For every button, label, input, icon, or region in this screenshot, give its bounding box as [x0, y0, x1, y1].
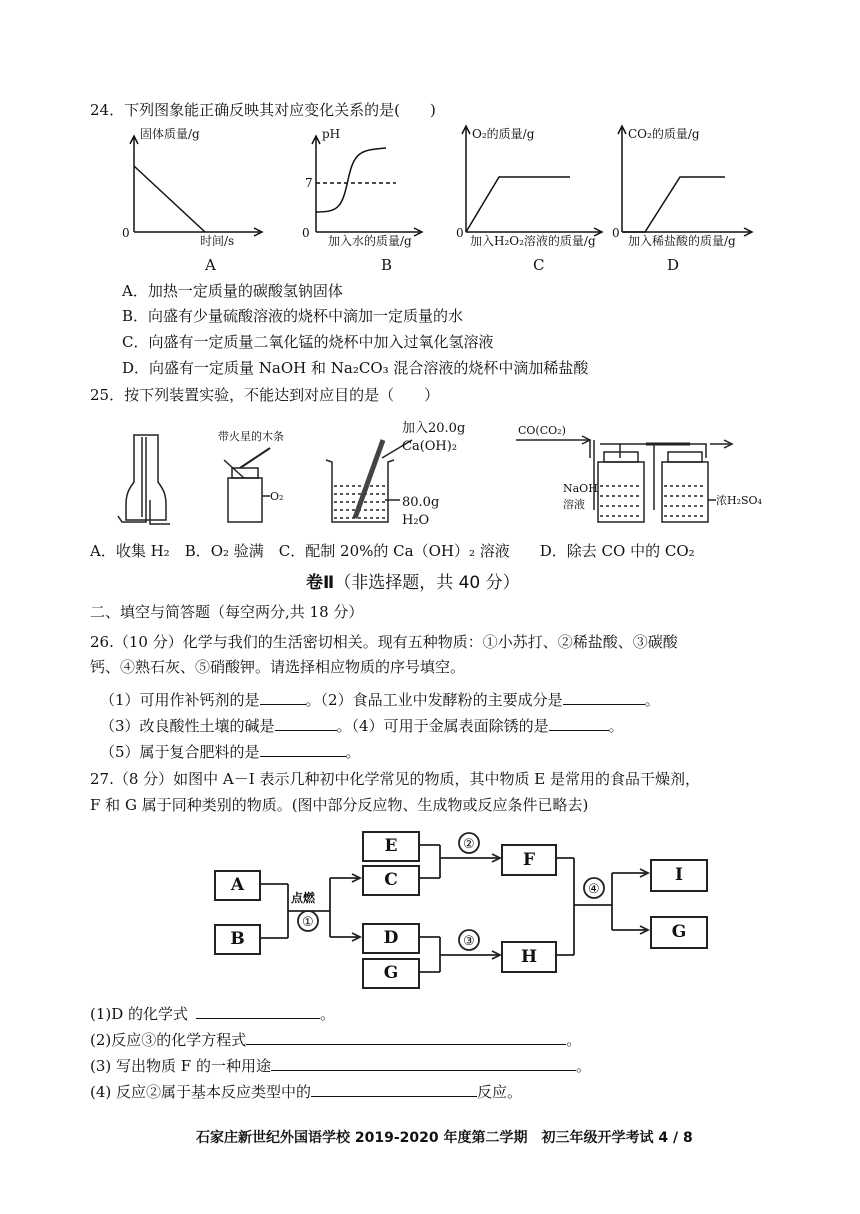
graph-a-xlabel: 时间/s	[200, 234, 235, 248]
graph-c-letter: C	[533, 256, 545, 274]
graph-b-ylabel: pH	[322, 127, 341, 141]
step-3-label: ③	[463, 934, 475, 949]
answer-blank-8[interactable]	[271, 1056, 576, 1071]
q27-part3-a: (3) 写出物质 F 的一种用途	[90, 1057, 271, 1075]
graph-b-mark: 7	[305, 176, 313, 190]
node-g-left: G	[362, 958, 420, 989]
node-h: H	[501, 941, 557, 973]
q27-part3-b: 。	[575, 1057, 591, 1075]
graph-d-ylabel: CO₂的质量/g	[628, 127, 700, 141]
q26-line2: 钙、④熟石灰、⑤硝酸钾。请选择相应物质的序号填空。	[90, 658, 466, 676]
step-4-label: ④	[588, 882, 600, 897]
node-d: D	[362, 923, 420, 954]
node-a: A	[214, 870, 261, 901]
q26-sub3-b: 。	[345, 743, 361, 761]
node-b: B	[214, 924, 261, 955]
q26-sub1-a: （1）可用作补钙剂的是	[100, 691, 260, 709]
q27-part4	[90, 1081, 522, 1102]
node-e: E	[362, 831, 420, 862]
q25-stem: 25．按下列装置实验，不能达到对应目的是（ ）	[90, 386, 440, 404]
graph-b-letter: B	[381, 256, 393, 274]
q27-part1	[90, 1003, 335, 1024]
node-f: F	[501, 844, 557, 876]
q24-stem: 24．下列图象能正确反映其对应变化关系的是( )	[90, 101, 436, 119]
section-title-rest: （非选择题，共 40 分）	[334, 573, 520, 593]
label-water-mass: 80.0g	[402, 495, 440, 510]
graph-b-origin: 0	[302, 226, 310, 240]
label-gas: CO(CO₂)	[518, 424, 566, 437]
answer-blank-9[interactable]	[311, 1082, 477, 1097]
q26-sub2-c: 。	[608, 717, 624, 735]
q26-sub1-b: 。（2）食品工业中发酵粉的主要成分是	[305, 691, 563, 709]
page-footer: 石家庄新世纪外国语学校 2019-2020 年度第二学期 初三年级开学考试 4 / 8	[196, 1130, 693, 1146]
node-g-right: G	[650, 916, 708, 949]
graph-d-letter: D	[667, 256, 680, 274]
graph-c-origin: 0	[456, 226, 464, 240]
label-naoh: NaOH	[563, 482, 598, 495]
q27-part1-b: 。	[320, 1005, 336, 1023]
q27-part4-b: 反应。	[477, 1083, 523, 1101]
node-i: I	[650, 859, 708, 892]
q24-option-d: D．向盛有一定质量 NaOH 和 Na₂CO₃ 混合溶液的烧杯中滴加稀盐酸	[122, 359, 589, 377]
section-title-bold: 卷Ⅱ	[306, 573, 335, 593]
step-2-label: ②	[463, 837, 475, 852]
q26-sub3-a: （5）属于复合肥料的是	[100, 743, 260, 761]
graph-a-origin: 0	[122, 226, 130, 240]
label-caoh2: Ca(OH)₂	[402, 439, 458, 454]
q24-option-a: A．加热一定质量的碳酸氢钠固体	[122, 282, 343, 300]
q27-part4-a: (4) 反应②属于基本反应类型中的	[90, 1083, 312, 1101]
q27-part2	[90, 1029, 581, 1050]
label-ignite: 点燃	[291, 891, 316, 905]
q26-sub1-c: 。	[644, 691, 660, 709]
q27-part3	[90, 1055, 591, 1076]
q26-sub2-a: （3）改良酸性土壤的碱是	[100, 717, 275, 735]
label-o2: O₂	[270, 490, 284, 503]
node-c: C	[362, 865, 420, 896]
answer-blank-7[interactable]	[246, 1030, 566, 1045]
q24-option-b: B．向盛有少量硫酸溶液的烧杯中滴加一定质量的水	[122, 307, 464, 325]
label-water: H₂O	[402, 513, 430, 528]
q27-line2: F 和 G 属于同种类别的物质。(图中部分反应物、生成物或反应条件已略去)	[90, 796, 589, 814]
graph-a-ylabel: 固体质量/g	[140, 127, 200, 141]
graph-c-ylabel: O₂的质量/g	[472, 127, 535, 141]
label-naoh-solution: 溶液	[563, 498, 585, 511]
answer-blank-6[interactable]	[196, 1004, 320, 1019]
q27-part2-a: (2)反应③的化学方程式	[90, 1031, 247, 1049]
graph-b-xlabel: 加入水的质量/g	[328, 234, 412, 248]
label-splint: 带火星的木条	[218, 430, 284, 443]
graph-c-xlabel: 加入H₂O₂溶液的质量/g	[470, 234, 596, 248]
q27-part1-a: (1)D 的化学式	[90, 1005, 189, 1023]
graph-d-xlabel: 加入稀盐酸的质量/g	[628, 234, 736, 248]
q26-line1: 26.（10 分）化学与我们的生活密切相关。现有五种物质：①小苏打、②稀盐酸、③碳酸	[90, 633, 678, 651]
q25-options: A．收集 H₂ B．O₂ 验满 C．配制 20%的 Ca（OH）₂ 溶液 D．除去 CO 中的 CO₂	[90, 542, 695, 560]
q26-sub2-b: 。（4）可用于金属表面除锈的是	[336, 717, 549, 735]
step-1-label: ①	[302, 915, 314, 930]
q27-line1: 27.（8 分）如图中 A－I 表示几种初中化学常见的物质，其中物质 E 是常用的食品干燥剂，	[90, 770, 700, 788]
graph-a-letter: A	[205, 256, 216, 274]
section-part: 二、填空与简答题（每空两分,共 18 分）	[90, 603, 364, 621]
q27-part2-b: 。	[566, 1031, 582, 1049]
q24-option-c: C．向盛有一定质量二氧化锰的烧杯中加入过氧化氢溶液	[122, 333, 494, 351]
label-add: 加入20.0g	[402, 421, 466, 436]
graph-d-origin: 0	[612, 226, 620, 240]
label-h2so4: 浓H₂SO₄	[716, 494, 762, 507]
